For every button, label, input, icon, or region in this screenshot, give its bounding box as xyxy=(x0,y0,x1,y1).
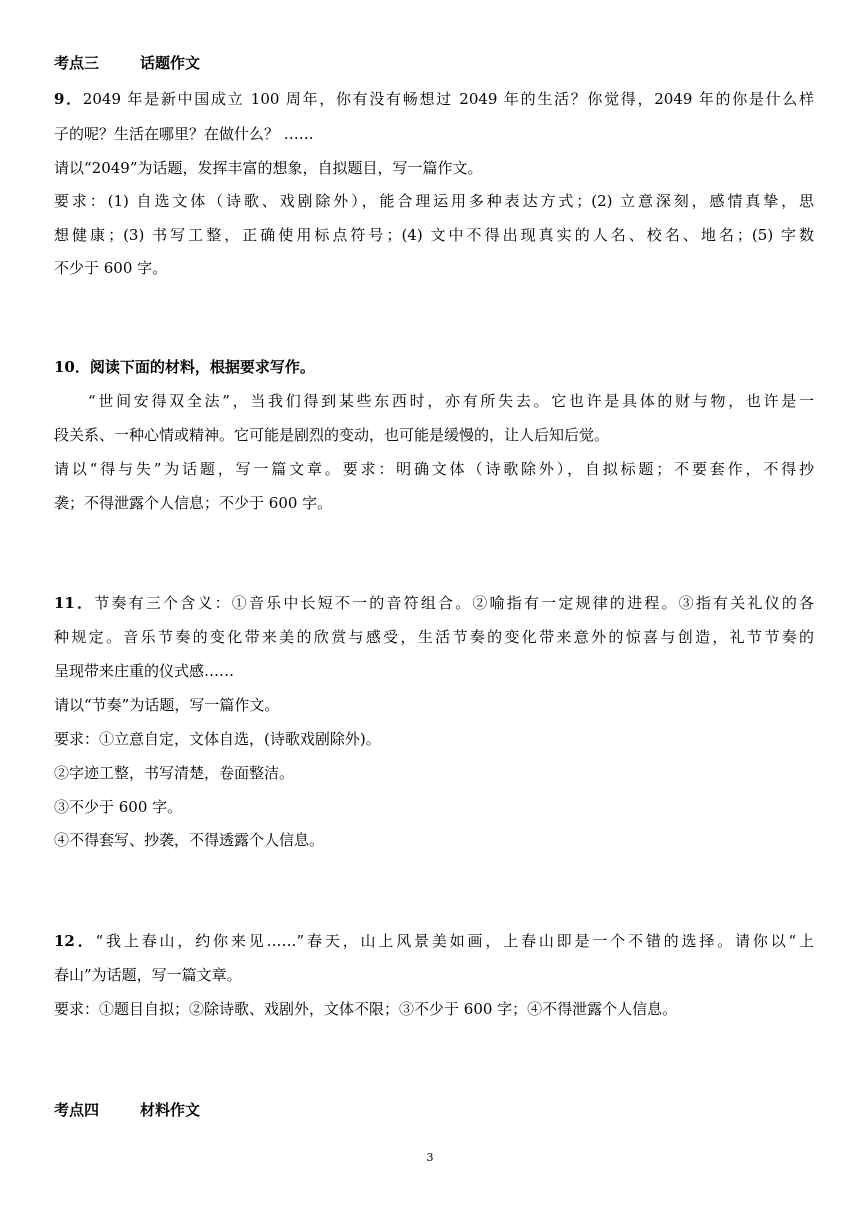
question-12-line-1: 12．“我上春山，约你来见……”春天，山上风景美如画，上春山即是一个不错的选择。请你以“上 xyxy=(54,932,815,950)
question-11-line-7: ③不少于 600 字。 xyxy=(54,798,183,816)
section-label: 考点三 xyxy=(54,54,100,72)
question-11-line-2: 种规定。音乐节奏的变化带来美的欣赏与感受，生活节奏的变化带来意外的惊喜与创造，礼节节奏的 xyxy=(54,628,814,646)
question-9-line-1: 9．2049 年是新中国成立 100 周年，你有没有畅想过 2049 年的生活？你觉得，2049 年的你是什么样 xyxy=(54,90,814,108)
question-10-line-4: 袭；不得泄露个人信息；不少于 600 字。 xyxy=(54,494,333,512)
question-11-line-3: 呈现带来庄重的仪式感…… xyxy=(54,662,235,680)
question-11-line-4: 请以“节奏”为话题，写一篇作文。 xyxy=(54,696,280,714)
question-9-line-5: 想健康；(3) 书写工整，正确使用标点符号；(4) 文中不得出现真实的人名、校名、地名；(5) 字数 xyxy=(54,226,814,244)
page-number: 3 xyxy=(426,1151,434,1164)
question-12-line-2: 春山”为话题，写一篇文章。 xyxy=(54,966,242,984)
section-label: 考点四 xyxy=(54,1101,100,1119)
question-10-line-2: 段关系、一种心情或精神。它可能是剧烈的变动，也可能是缓慢的，让人后知后觉。 xyxy=(54,426,610,444)
section-title: 话题作文 xyxy=(140,54,201,72)
question-9-line-6: 不少于 600 字。 xyxy=(54,259,168,277)
question-number: 10． xyxy=(54,358,90,376)
question-number: 11． xyxy=(54,594,95,612)
question-9-line-3: 请以“2049”为话题，发挥丰富的想象，自拟题目，写一篇作文。 xyxy=(54,159,483,177)
question-11-line-1: 11．节奏有三个含义：①音乐中长短不一的音符组合。②喻指有一定规律的进程。③指有关礼仪的各 xyxy=(54,594,815,612)
section-heading-3 xyxy=(54,54,814,72)
question-number: 12． xyxy=(54,932,96,950)
question-10-line-1: “世间安得双全法”，当我们得到某些东西时，亦有所失去。它也许是具体的财与物，也许是一 xyxy=(88,392,814,410)
section-heading-4 xyxy=(54,1101,814,1119)
question-9-line-2: 子的呢？生活在哪里？在做什么？ …… xyxy=(54,125,314,143)
question-9-line-4: 要求：(1) 自选文体（诗歌、戏剧除外），能合理运用多种表达方式；(2) 立意深刻，感情真挚，思 xyxy=(54,192,814,210)
question-number: 9． xyxy=(54,90,83,108)
question-10-heading: 10．阅读下面的材料，根据要求写作。 xyxy=(54,358,315,376)
question-11-line-6: ②字迹工整，书写清楚，卷面整洁。 xyxy=(54,764,295,782)
question-11-line-5: 要求：①立意自定，文体自选，(诗歌戏剧除外)。 xyxy=(54,730,381,748)
question-11-line-8: ④不得套写、抄袭，不得透露个人信息。 xyxy=(54,831,325,849)
section-title: 材料作文 xyxy=(140,1101,201,1119)
question-10-line-3: 请以“得与失”为话题，写一篇文章。要求：明确文体（诗歌除外），自拟标题；不要套作，不得抄 xyxy=(54,460,814,478)
question-12-line-3: 要求：①题目自拟；②除诗歌、戏剧外，文体不限；③不少于 600 字；④不得泄露个人信息。 xyxy=(54,1000,678,1018)
